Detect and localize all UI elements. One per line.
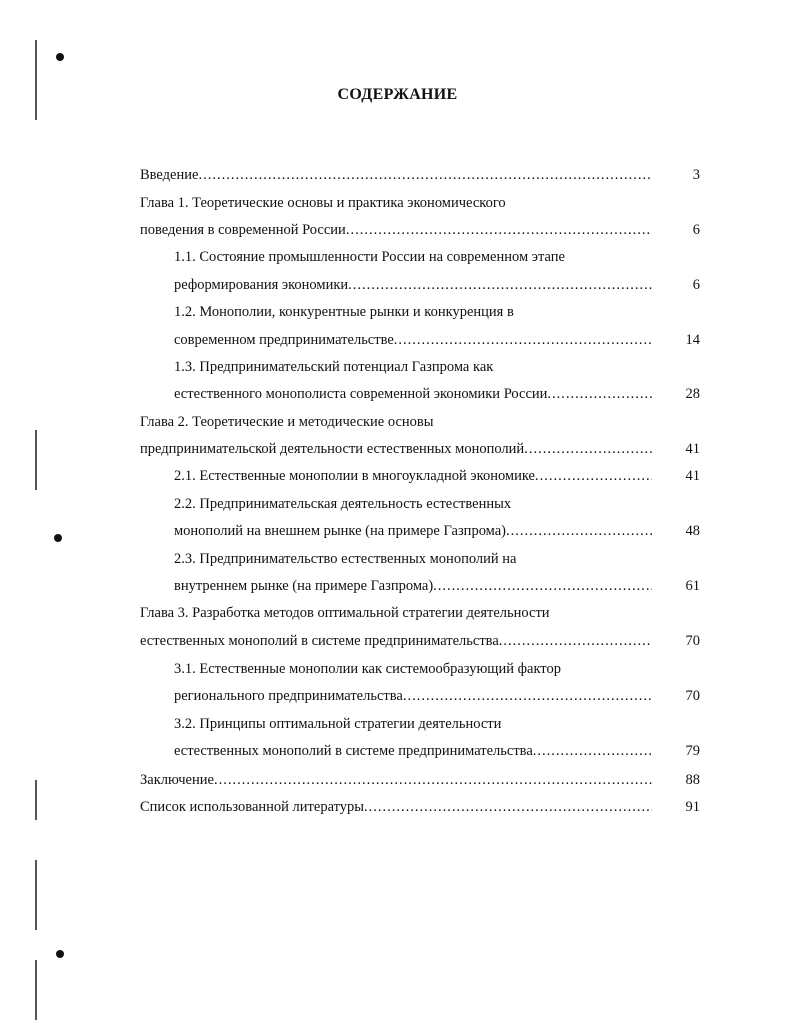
binder-hole-mark — [56, 950, 64, 958]
toc-entry — [140, 796, 700, 818]
dot-leader — [547, 383, 652, 405]
toc-entry — [140, 493, 700, 515]
toc-page-number: 14 — [685, 332, 700, 348]
toc-entry-title: 2.3. Предпринимательство естественных монополий на — [174, 551, 517, 567]
toc-entry-title: внутреннем рынке (на примере Газпрома) — [174, 578, 434, 594]
toc-entry-title: естественного монополиста современной экономики России — [174, 386, 548, 402]
toc-entry-title: 3.2. Принципы оптимальной стратегии деятельности — [174, 716, 502, 732]
dot-leader — [533, 740, 652, 762]
dot-leader — [346, 219, 652, 241]
toc-page-number: 28 — [685, 386, 700, 402]
scan-margin-line — [35, 40, 37, 120]
toc-entry-title: монополий на внешнем рынке (на примере Газпрома) — [174, 523, 507, 539]
toc-page-number: 79 — [685, 743, 700, 759]
toc-entry — [140, 246, 700, 268]
binder-hole-mark — [56, 53, 64, 61]
scan-margin-line — [35, 860, 37, 930]
toc-entry-title: предпринимательской деятельности естественных монополий — [140, 441, 525, 457]
dot-leader — [506, 520, 652, 542]
scan-margin-line — [35, 960, 37, 1020]
toc-page-number: 61 — [685, 578, 700, 594]
toc-entry-title: 1.2. Монополии, конкурентные рынки и конкуренция в — [174, 304, 514, 320]
toc-entry-title: 1.3. Предпринимательский потенциал Газпрома как — [174, 359, 494, 375]
toc-entry — [140, 274, 700, 296]
toc-page-number: 41 — [685, 468, 700, 484]
toc-entry-title: 1.1. Состояние промышленности России на современном этапе — [174, 249, 565, 265]
toc-entry — [140, 602, 700, 624]
toc-entry-title: современном предпринимательстве — [174, 332, 394, 348]
toc-entry — [140, 219, 700, 241]
dot-leader — [214, 769, 652, 791]
toc-entry — [140, 192, 700, 214]
dot-leader — [403, 685, 652, 707]
toc-entry — [140, 438, 700, 460]
toc-page-number: 88 — [685, 772, 700, 788]
toc-entry-title: естественных монополий в системе предпринимательства — [140, 633, 499, 649]
toc-entry — [140, 329, 700, 351]
dot-leader — [364, 796, 652, 818]
toc-entry — [140, 383, 700, 405]
toc-entry — [140, 548, 700, 570]
toc-page-number: 91 — [685, 799, 700, 815]
toc-entry-title: Глава 2. Теоретические и методические основы — [140, 414, 434, 430]
dot-leader — [499, 630, 652, 652]
dot-leader — [394, 329, 652, 351]
toc-entry-title: 2.2. Предпринимательская деятельность естественных — [174, 496, 512, 512]
toc-entry-title: 2.1. Естественные монополии в многоукладной экономике — [174, 468, 535, 484]
toc-entry-title: реформирования экономики — [174, 277, 349, 293]
toc-page-number: 48 — [685, 523, 700, 539]
scan-margin-line — [35, 430, 37, 490]
toc-page-number: 70 — [685, 688, 700, 704]
toc-entry-title: Заключение — [140, 772, 214, 788]
toc-entry — [140, 713, 700, 735]
dot-leader — [524, 438, 652, 460]
toc-entry-title: Глава 3. Разработка методов оптимальной стратегии деятельности — [140, 605, 550, 621]
toc-page-number: 41 — [685, 441, 700, 457]
toc-entry — [140, 356, 700, 378]
toc-entry — [140, 769, 700, 791]
toc-page-number: 6 — [692, 222, 700, 238]
toc-entry — [140, 658, 700, 680]
dot-leader — [535, 465, 652, 487]
toc-entry — [140, 630, 700, 652]
toc-entry — [140, 164, 700, 186]
dot-leader — [348, 274, 652, 296]
toc-entry-title: Введение — [140, 167, 199, 183]
scan-margin-line — [35, 780, 37, 820]
toc-entry-title: Список использованной литературы — [140, 799, 365, 815]
toc-entry — [140, 411, 700, 433]
toc-page-number: 3 — [692, 167, 700, 183]
toc-entry — [140, 685, 700, 707]
toc-page-number: 6 — [692, 277, 700, 293]
toc-entry — [140, 465, 700, 487]
toc-entry — [140, 575, 700, 597]
toc-entry — [140, 740, 700, 762]
toc-entry-title: Глава 1. Теоретические основы и практика экономического — [140, 195, 506, 211]
page-title: СОДЕРЖАНИЕ — [337, 86, 458, 103]
dot-leader — [433, 575, 652, 597]
binder-hole-mark — [54, 534, 62, 542]
toc-entry-title: поведения в современной России — [140, 222, 346, 238]
toc-entry — [140, 520, 700, 542]
toc-entry-title: регионального предпринимательства — [174, 688, 403, 704]
dot-leader — [198, 164, 652, 186]
toc-page-number: 70 — [685, 633, 700, 649]
toc-entry-title: естественных монополий в системе предпринимательства — [174, 743, 533, 759]
toc-entry — [140, 301, 700, 323]
toc-entry-title: 3.1. Естественные монополии как системообразующий фактор — [174, 661, 561, 677]
